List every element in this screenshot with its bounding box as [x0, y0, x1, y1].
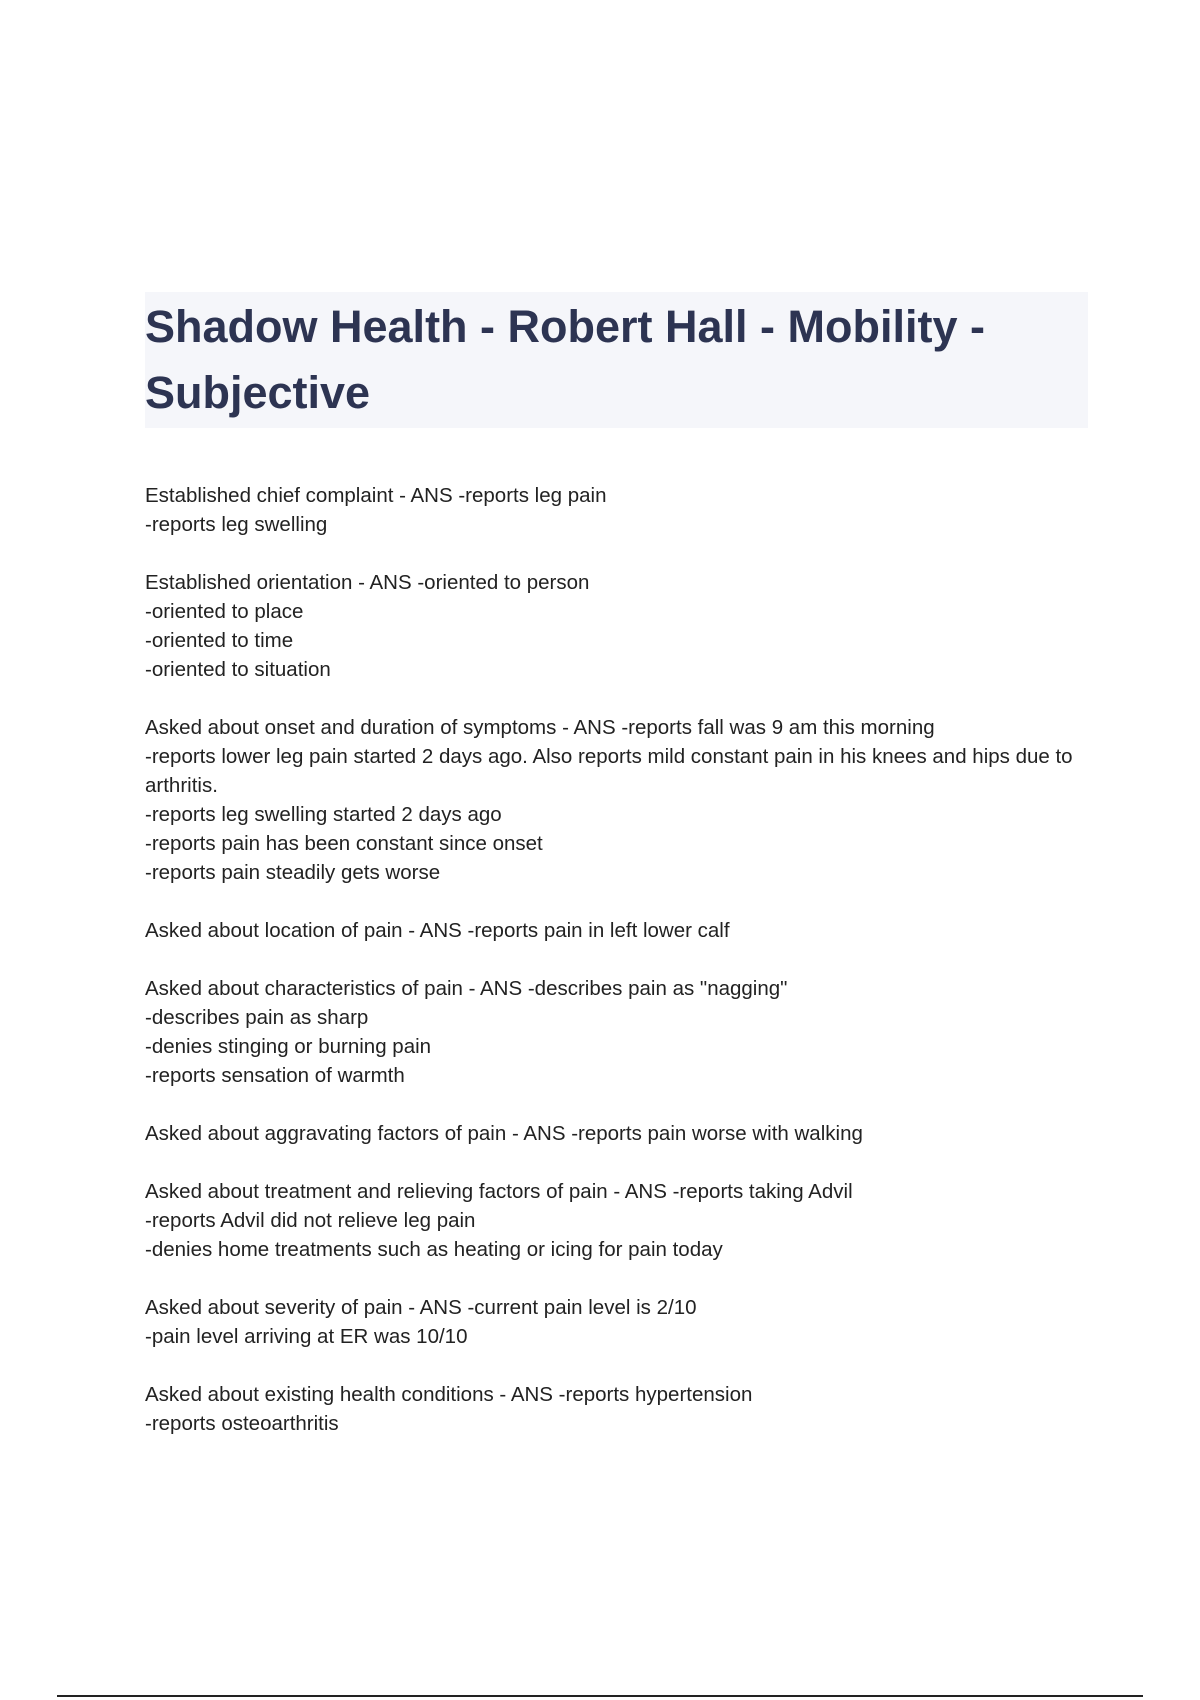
qa-line: Established orientation - ANS -oriented to person	[145, 571, 590, 594]
qa-line: -reports sensation of warmth	[145, 1064, 405, 1087]
qa-line: Asked about location of pain - ANS -reports pain in left lower calf	[145, 919, 730, 942]
qa-line: Asked about treatment and relieving factors of pain - ANS -reports taking Advil	[145, 1180, 853, 1203]
qa-list	[145, 481, 1095, 1467]
qa-line: Established chief complaint - ANS -reports leg pain	[145, 484, 607, 507]
qa-line: -reports osteoarthritis	[145, 1412, 339, 1435]
qa-line: -reports leg swelling started 2 days ago	[145, 803, 502, 826]
qa-line: -denies stinging or burning pain	[145, 1035, 432, 1058]
qa-line: Asked about characteristics of pain - ANS -describes pain as "nagging"	[145, 977, 788, 1000]
qa-line: -denies home treatments such as heating or icing for pain today	[145, 1238, 723, 1261]
title-banner	[145, 292, 1088, 428]
qa-entry-orientation	[145, 568, 1095, 684]
qa-line: -pain level arriving at ER was 10/10	[145, 1325, 468, 1348]
qa-entry-aggravating-factors	[145, 1119, 1095, 1148]
qa-line: -oriented to time	[145, 629, 294, 652]
qa-line: -oriented to situation	[145, 658, 331, 681]
qa-line: -reports leg swelling	[145, 513, 328, 536]
qa-entry-severity	[145, 1293, 1095, 1351]
qa-entry-health-conditions	[145, 1380, 1095, 1438]
qa-line: Asked about severity of pain - ANS -current pain level is 2/10	[145, 1296, 697, 1319]
qa-entry-onset-duration	[145, 713, 1095, 887]
qa-entry-characteristics	[145, 974, 1095, 1090]
qa-entry-location	[145, 916, 1095, 945]
qa-line: -reports lower leg pain started 2 days ago. Also reports mild constant pain in his knees and hips due to arthritis.	[145, 745, 1073, 797]
qa-line: -reports Advil did not relieve leg pain	[145, 1209, 476, 1232]
qa-line: -describes pain as sharp	[145, 1006, 369, 1029]
qa-line: Asked about aggravating factors of pain - ANS -reports pain worse with walking	[145, 1122, 863, 1145]
qa-line: Asked about onset and duration of symptoms - ANS -reports fall was 9 am this morning	[145, 716, 935, 739]
qa-entry-chief-complaint	[145, 481, 1095, 539]
footer-divider	[57, 1695, 1143, 1697]
qa-line: -reports pain has been constant since onset	[145, 832, 543, 855]
qa-line: -oriented to place	[145, 600, 304, 623]
qa-line: -reports pain steadily gets worse	[145, 861, 441, 884]
qa-line: Asked about existing health conditions - ANS -reports hypertension	[145, 1383, 753, 1406]
document-title: Shadow Health - Robert Hall - Mobility - Subjective	[145, 301, 986, 418]
qa-entry-treatment	[145, 1177, 1095, 1264]
